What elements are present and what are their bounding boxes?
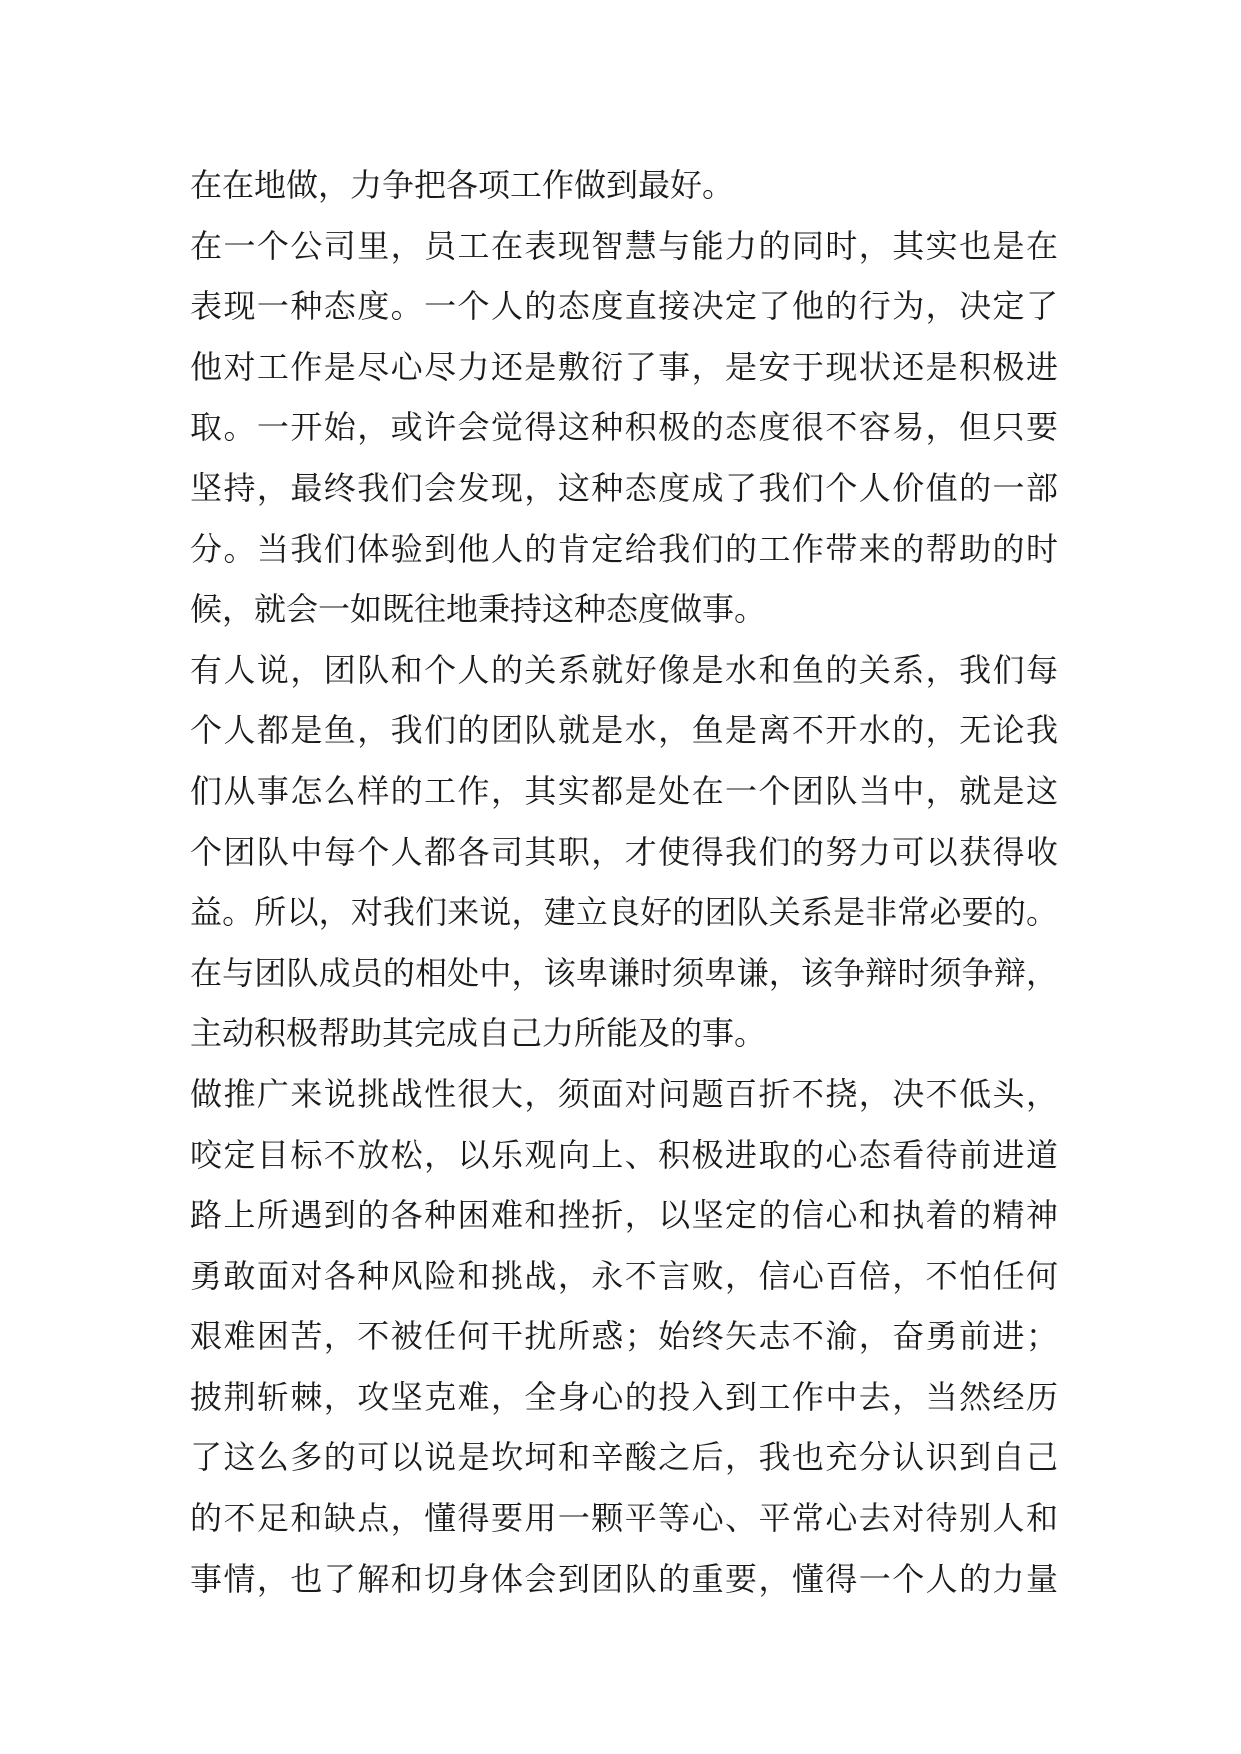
text-line: 坚持，最终我们会发现，这种态度成了我们个人价值的一部 <box>190 468 1058 507</box>
text-line: 分。当我们体验到他人的肯定给我们的工作带来的帮助的时 <box>190 529 1058 568</box>
text-line: 勇敢面对各种风险和挑战，永不言败，信心百倍，不怕任何 <box>190 1256 1058 1295</box>
text-line: 路上所遇到的各种困难和挫折，以坚定的信心和执着的精神 <box>190 1196 1058 1235</box>
text-line: 个团队中每个人都各司其职，才使得我们的努力可以获得收 <box>190 832 1058 871</box>
text-line: 的不足和缺点，懂得要用一颗平等心、平常心去对待别人和 <box>190 1499 1058 1538</box>
body-text <box>190 155 1058 1609</box>
text-line: 在一个公司里，员工在表现智慧与能力的同时，其实也是在 <box>190 226 1058 265</box>
text-line: 咬定目标不放松，以乐观向上、积极进取的心态看待前进道 <box>190 1135 1058 1174</box>
text-line: 有人说，团队和个人的关系就好像是水和鱼的关系，我们每 <box>190 650 1058 689</box>
text-line: 事情，也了解和切身体会到团队的重要，懂得一个人的力量 <box>190 1559 1058 1598</box>
text-line: 个人都是鱼，我们的团队就是水，鱼是离不开水的，无论我 <box>190 711 1058 750</box>
text-line: 在与团队成员的相处中，该卑谦时须卑谦，该争辩时须争辩， <box>190 953 1058 992</box>
text-line: 候，就会一如既往地秉持这种态度做事。 <box>190 590 767 629</box>
text-line: 主动积极帮助其完成自己力所能及的事。 <box>190 1014 767 1053</box>
text-line: 披荆斩棘，攻坚克难，全身心的投入到工作中去，当然经历 <box>190 1377 1058 1416</box>
text-line: 益。所以，对我们来说，建立良好的团队关系是非常必要的。 <box>190 893 1058 932</box>
text-line: 做推广来说挑战性很大，须面对问题百折不挠，决不低头， <box>190 1074 1058 1113</box>
text-line: 们从事怎么样的工作，其实都是处在一个团队当中，就是这 <box>190 771 1058 810</box>
text-line: 表现一种态度。一个人的态度直接决定了他的行为，决定了 <box>190 287 1058 326</box>
text-line: 取。一开始，或许会觉得这种积极的态度很不容易，但只要 <box>190 408 1058 447</box>
text-line: 了这么多的可以说是坎坷和辛酸之后，我也充分认识到自己 <box>190 1438 1058 1477</box>
text-line: 在在地做，力争把各项工作做到最好。 <box>190 166 735 204</box>
text-line: 他对工作是尽心尽力还是敷衍了事，是安于现状还是积极进 <box>190 347 1058 386</box>
text-line: 艰难困苦，不被任何干扰所惑；始终矢志不渝，奋勇前进； <box>190 1317 1058 1356</box>
